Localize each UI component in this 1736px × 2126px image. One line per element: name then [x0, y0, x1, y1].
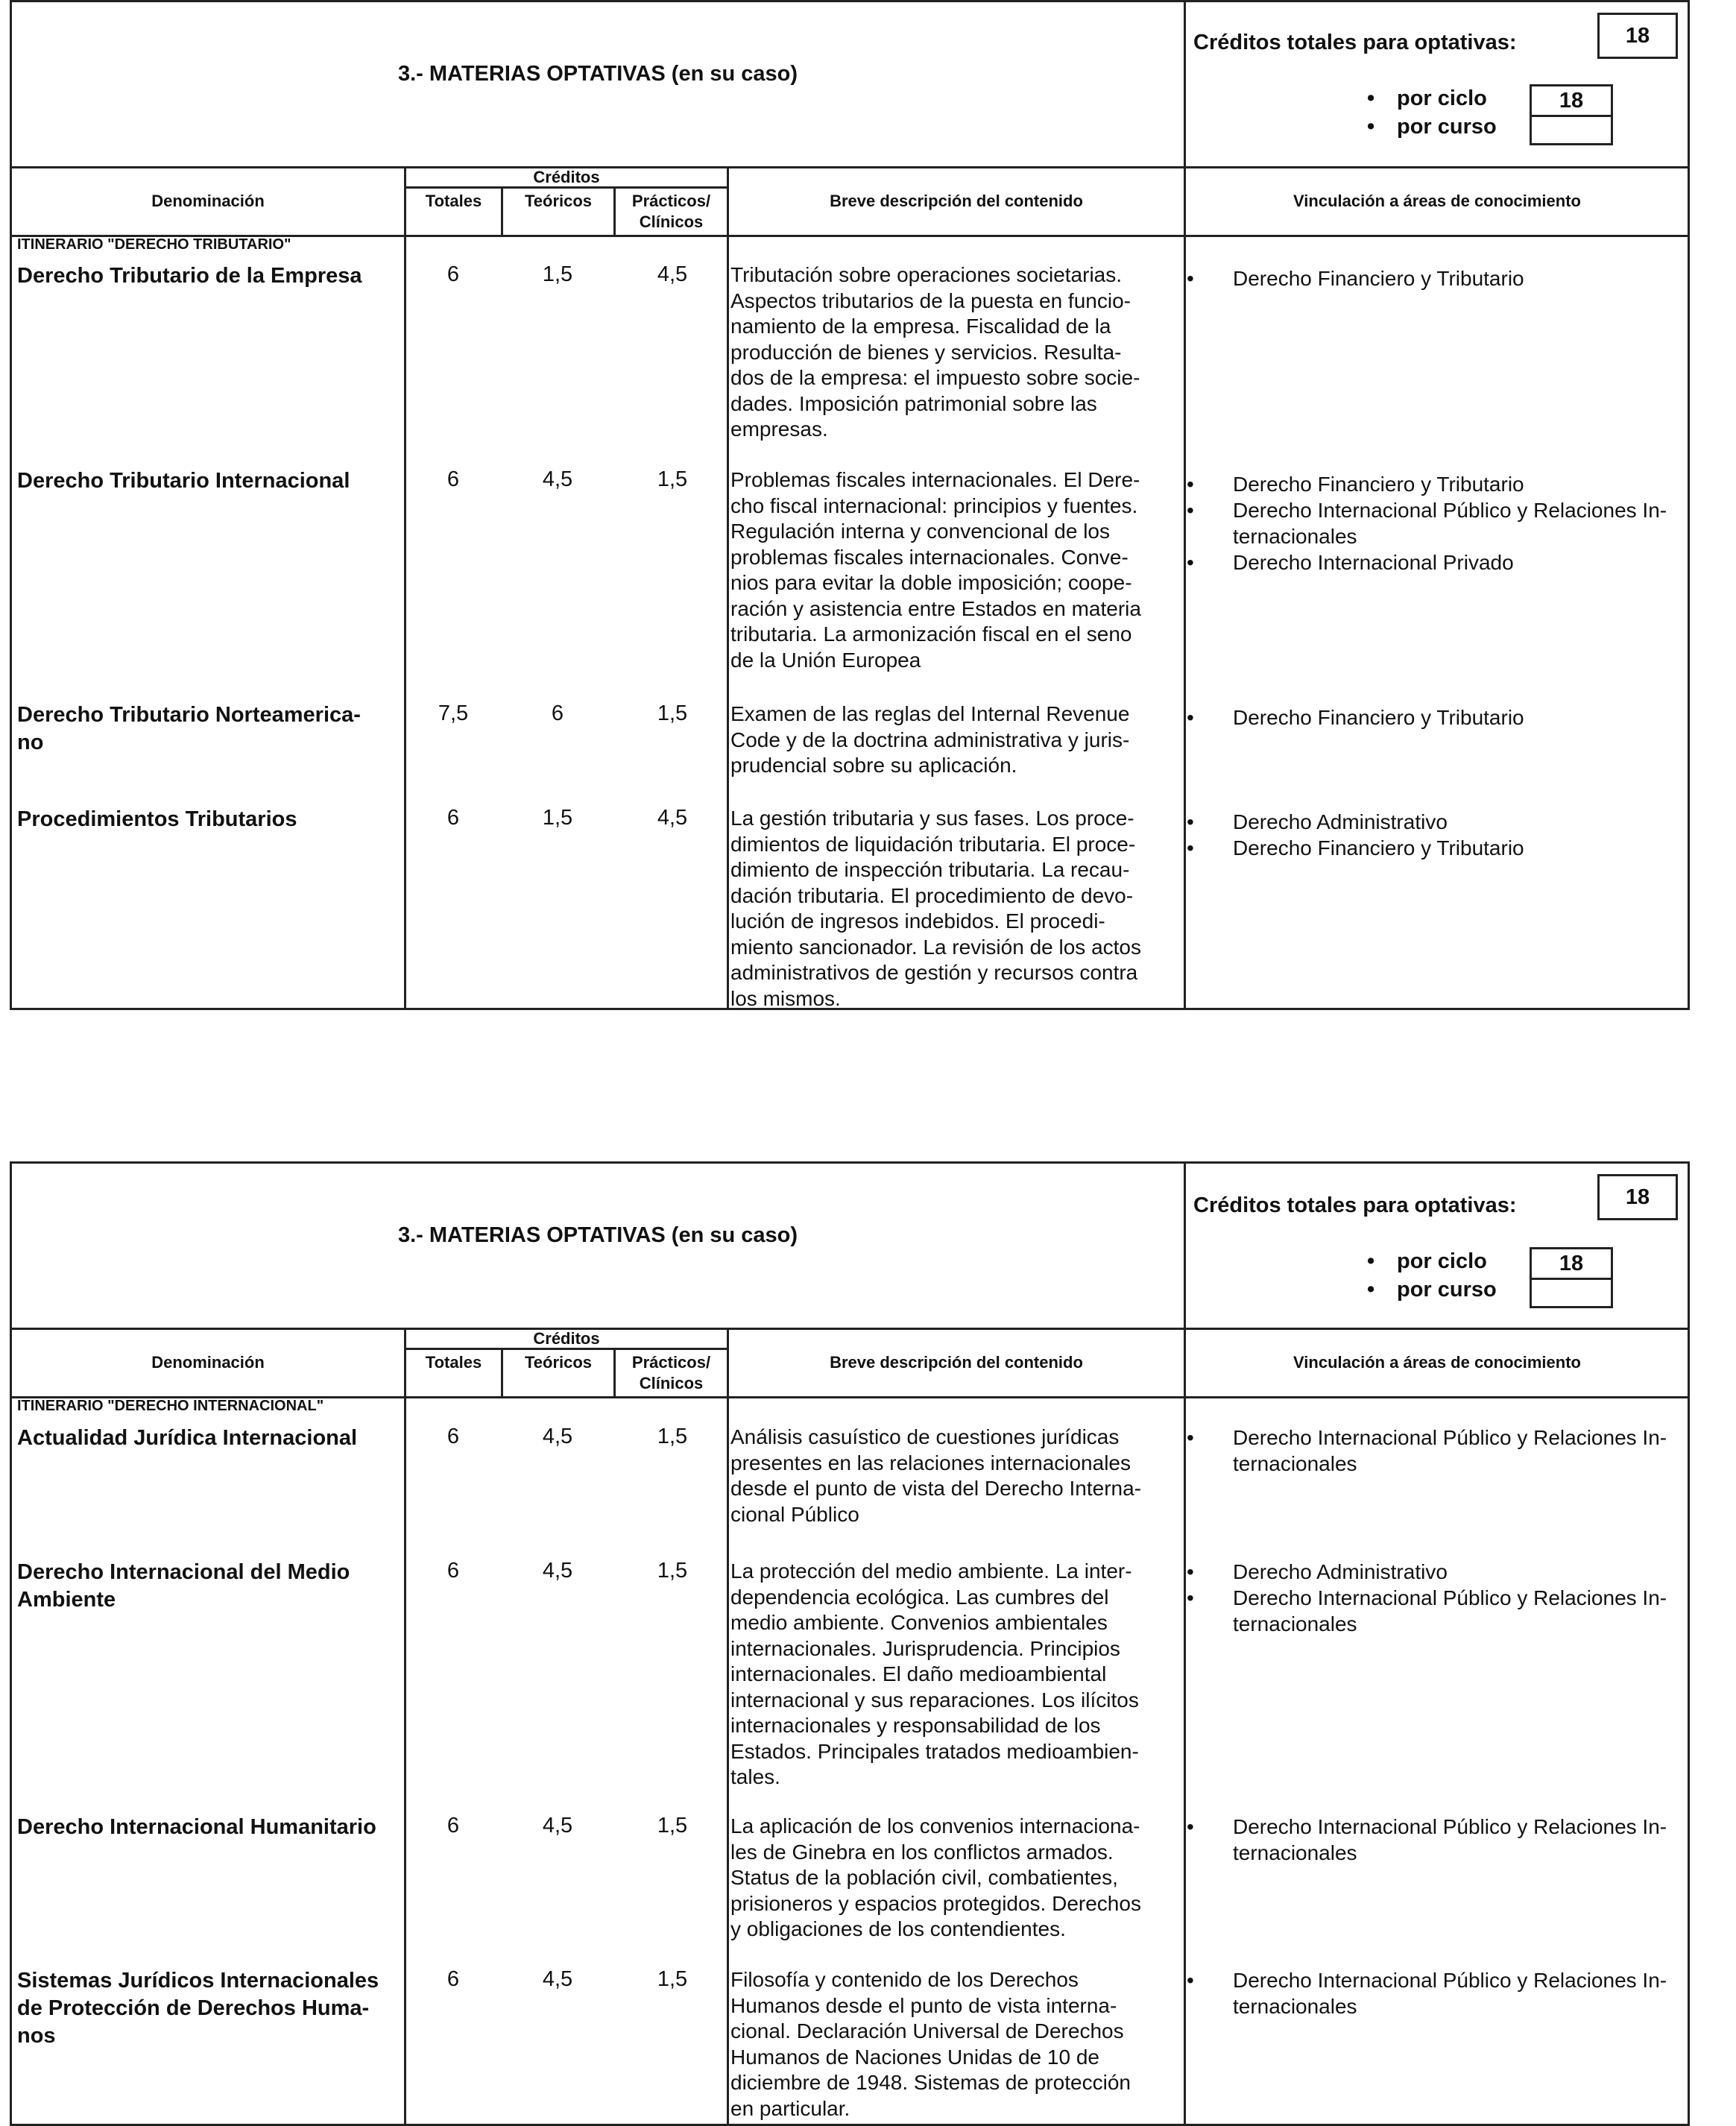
- subject-name: Derecho Tributario de la Empresa: [17, 264, 362, 288]
- desc-line: dos de la empresa: el impuesto sobre socie-: [730, 366, 1140, 389]
- col-totales: Totales: [425, 192, 482, 210]
- col-descripcion: Breve descripción del contenido: [830, 192, 1083, 210]
- vinculacion-item: • Derecho Financiero y Tributario: [1233, 704, 1680, 731]
- col-denominacion: Denominación: [151, 192, 265, 210]
- por-ciclo: [1367, 1249, 1487, 1274]
- bullet-icon: •: [1367, 1278, 1375, 1302]
- creditos-totales-value: 18: [1597, 1174, 1678, 1220]
- desc-line: administrativos de gestión y recursos contra: [730, 961, 1138, 984]
- desc-line: La gestión tributaria y sus fases. Los proce-: [730, 807, 1134, 830]
- desc-line: prudencial sobre su aplicación.: [730, 754, 1017, 777]
- ciclo-curso-box: [1530, 84, 1613, 145]
- col-clinicos: Clínicos: [639, 212, 704, 231]
- vinculacion: [1233, 1967, 1680, 2019]
- desc-line: Tributación sobre operaciones societarias.: [730, 263, 1123, 286]
- por-ciclo-label: por ciclo: [1397, 1249, 1487, 1273]
- desc-line: presentes en las relaciones internacionales: [730, 1451, 1131, 1474]
- vinculacion: [1233, 704, 1680, 731]
- desc-line: La aplicación de los convenios internaciona-: [730, 1814, 1140, 1838]
- por-ciclo: [1367, 86, 1487, 111]
- descripcion: [730, 1559, 1187, 1791]
- creditos-teoricos: 1,5: [542, 262, 573, 286]
- desc-line: dimientos de liquidación tributaria. El proce-: [730, 832, 1136, 856]
- optativas-table-tributario: [10, 0, 1690, 1010]
- vinculacion-item: • Derecho Financiero y Tributario: [1233, 835, 1680, 861]
- por-ciclo-value: 18: [1532, 86, 1611, 117]
- creditos-teoricos: 4,5: [542, 467, 573, 491]
- creditos-totales: 6: [446, 1967, 460, 1991]
- desc-line: internacionales y responsabilidad de los: [730, 1714, 1101, 1737]
- vinculacion-item: • Derecho Internacional Público y Relaciones In- ternacionales: [1233, 1425, 1680, 1477]
- creditos-totales: 6: [446, 262, 460, 286]
- desc-line: Examen de las reglas del Internal Revenue: [730, 702, 1130, 725]
- creditos-teoricos: 4,5: [542, 1967, 573, 1991]
- vinculacion-item: • Derecho Administrativo: [1233, 809, 1680, 835]
- creditos-totales: 6: [446, 467, 460, 491]
- col-vinculacion: Vinculación a áreas de conocimiento: [1293, 192, 1581, 210]
- vinculacion: [1233, 1559, 1680, 1637]
- desc-line: dependencia ecológica. Las cumbres del: [730, 1585, 1109, 1609]
- vinculacion-item: • Derecho Internacional Privado: [1233, 549, 1680, 575]
- col-clinicos: Clínicos: [639, 1374, 704, 1392]
- por-curso-label: por curso: [1397, 1278, 1497, 1302]
- section-title-cell: [12, 1164, 1186, 1328]
- desc-line: producción de bienes y servicios. Resulta-: [730, 340, 1122, 364]
- subject-name: Actualidad Jurídica Internacional: [17, 1426, 358, 1450]
- desc-line: tales.: [730, 1765, 780, 1788]
- por-ciclo-label: por ciclo: [1397, 86, 1487, 110]
- col-vinculacion: Vinculación a áreas de conocimiento: [1293, 1353, 1581, 1372]
- desc-line: Status de la población civil, combatientes,: [730, 1866, 1118, 1889]
- col-teoricos: Teóricos: [524, 1353, 593, 1372]
- subject-name: Sistemas Jurídicos Internacionales de Protección de Derechos Huma- nos: [17, 1969, 379, 2048]
- desc-line: diciembre de 1948. Sistemas de protección: [730, 2071, 1131, 2094]
- por-curso: [1367, 115, 1497, 139]
- creditos-totales: 6: [446, 1814, 460, 1838]
- col-teoricos: Teóricos: [524, 192, 593, 210]
- desc-line: Code y de la doctrina administrativa y juris-: [730, 728, 1130, 751]
- section-title: 3.- MATERIAS OPTATIVAS (en su caso): [397, 1223, 798, 1247]
- col-creditos: Créditos: [533, 1329, 600, 1348]
- creditos-practicos: 4,5: [657, 262, 688, 286]
- desc-line: Regulación interna y convencional de los: [730, 520, 1110, 543]
- desc-line: Aspectos tributarios de la puesta en funcio-: [730, 288, 1131, 312]
- bullet-icon: •: [1367, 1249, 1375, 1273]
- descripcion: [730, 806, 1187, 1012]
- creditos-totales-value: 18: [1597, 13, 1678, 59]
- desc-line: cional Público: [730, 1502, 859, 1526]
- creditos-totales: 6: [446, 1425, 460, 1448]
- desc-line: prisioneros y espacios protegidos. Derechos: [730, 1891, 1141, 1915]
- col-creditos: Créditos: [533, 168, 600, 186]
- vinculacion-item: • Derecho Internacional Público y Relaciones In- ternacionales: [1233, 497, 1680, 549]
- desc-line: de la Unión Europea: [730, 648, 921, 672]
- ciclo-curso-box: [1530, 1247, 1613, 1308]
- desc-line: lución de ingresos indebidos. El procedi-: [730, 909, 1105, 933]
- desc-line: empresas.: [730, 417, 828, 441]
- column-headers: [12, 1328, 1688, 1398]
- col-totales: Totales: [425, 1353, 482, 1372]
- creditos-practicos: 1,5: [657, 467, 688, 491]
- desc-line: Filosofía y contenido de los Derechos: [730, 1968, 1079, 1991]
- desc-line: nios para evitar la doble imposición; coope-: [730, 571, 1132, 594]
- vinculacion-item: • Derecho Administrativo: [1233, 1559, 1680, 1585]
- descripcion: [730, 1967, 1187, 2122]
- creditos-teoricos: 4,5: [542, 1559, 573, 1583]
- creditos-teoricos: 4,5: [542, 1425, 573, 1448]
- desc-line: Humanos de Naciones Unidas de 10 de: [730, 2045, 1099, 2069]
- subject-name: Derecho Tributario Internacional: [17, 469, 350, 493]
- creditos-totales-label: Créditos totales para optativas:: [1193, 31, 1517, 54]
- desc-line: Análisis casuístico de cuestiones jurídicas: [730, 1425, 1120, 1448]
- desc-line: cional. Declaración Universal de Derechos: [730, 2019, 1124, 2043]
- desc-line: La protección del medio ambiente. La inter-: [730, 1559, 1132, 1583]
- desc-line: namiento de la empresa. Fiscalidad de la: [730, 315, 1111, 338]
- creditos-totales: 7,5: [438, 701, 469, 725]
- descripcion: [730, 1814, 1187, 1943]
- subject-name: Derecho Tributario Norteamerica- no: [17, 703, 361, 754]
- desc-line: medio ambiente. Convenios ambientales: [730, 1611, 1108, 1634]
- col-denominacion: Denominación: [151, 1353, 265, 1372]
- subject-name: Derecho Internacional del Medio Ambiente: [17, 1560, 350, 1612]
- descripcion: [730, 467, 1187, 673]
- descripcion: [730, 262, 1187, 443]
- desc-line: internacional y sus reparaciones. Los ilícitos: [730, 1688, 1139, 1712]
- creditos-totales-cell: [1186, 2, 1688, 166]
- vinculacion-item: • Derecho Financiero y Tributario: [1233, 471, 1680, 497]
- creditos-teoricos: 1,5: [542, 806, 573, 830]
- column-headers: [12, 166, 1688, 237]
- bullet-icon: •: [1367, 86, 1375, 110]
- vinculacion-item: • Derecho Internacional Público y Relaciones In- ternacionales: [1233, 1814, 1680, 1866]
- section-title-cell: [12, 2, 1186, 166]
- descripcion: [730, 701, 1187, 779]
- subject-name: Procedimientos Tributarios: [17, 807, 297, 831]
- desc-line: tributaria. La armonización fiscal en el seno: [730, 622, 1132, 646]
- vinculacion-item: • Derecho Internacional Público y Relaciones In- ternacionales: [1233, 1967, 1680, 2019]
- desc-line: internacionales. El daño medioambiental: [730, 1662, 1107, 1685]
- desc-line: internacionales. Jurisprudencia. Principios: [730, 1636, 1120, 1660]
- vinculacion: [1233, 265, 1680, 291]
- desc-line: los mismos.: [730, 986, 841, 1010]
- table-header: [12, 1164, 1688, 1330]
- col-practicos: Prácticos/: [631, 192, 711, 210]
- creditos-teoricos: 4,5: [542, 1814, 573, 1838]
- itinerario-label: ITINERARIO "DERECHO TRIBUTARIO": [17, 236, 291, 253]
- vinculacion-item: • Derecho Financiero y Tributario: [1233, 265, 1680, 291]
- bullet-icon: •: [1367, 115, 1375, 139]
- por-curso: [1367, 1278, 1497, 1302]
- creditos-totales: 6: [446, 1559, 460, 1583]
- vinculacion: [1233, 471, 1680, 575]
- desc-line: dimiento de inspección tributaria. La recau-: [730, 858, 1130, 881]
- desc-line: miento sancionador. La revisión de los actos: [730, 935, 1141, 959]
- creditos-practicos: 1,5: [657, 1425, 688, 1448]
- desc-line: dación tributaria. El procedimiento de devo-: [730, 883, 1134, 907]
- descripcion: [730, 1425, 1187, 1527]
- itinerario-label: ITINERARIO "DERECHO INTERNACIONAL": [17, 1398, 324, 1414]
- desc-line: Estados. Principales tratados medioambien-: [730, 1739, 1139, 1763]
- desc-line: en particular.: [730, 2096, 850, 2120]
- table-header: [12, 2, 1688, 168]
- creditos-teoricos: 6: [551, 701, 564, 725]
- desc-line: Humanos desde el punto de vista interna-: [730, 1993, 1117, 2017]
- col-descripcion: Breve descripción del contenido: [830, 1353, 1083, 1372]
- creditos-totales: 6: [446, 806, 460, 830]
- creditos-practicos: 1,5: [657, 1967, 688, 1991]
- por-curso-label: por curso: [1397, 115, 1497, 139]
- vinculacion-item: • Derecho Internacional Público y Relaciones In- ternacionales: [1233, 1585, 1680, 1637]
- vinculacion: [1233, 1814, 1680, 1866]
- vinculacion: [1233, 1425, 1680, 1477]
- desc-line: y obligaciones de los contendientes.: [730, 1917, 1066, 1940]
- creditos-practicos: 1,5: [657, 701, 688, 725]
- vinculacion: [1233, 809, 1680, 861]
- section-title: 3.- MATERIAS OPTATIVAS (en su caso): [397, 62, 798, 86]
- desc-line: Problemas fiscales internacionales. El Dere-: [730, 468, 1140, 491]
- desc-line: les de Ginebra en los conflictos armados.: [730, 1840, 1114, 1864]
- por-ciclo-value: 18: [1532, 1249, 1611, 1280]
- creditos-practicos: 4,5: [657, 806, 688, 830]
- subject-name: Derecho Internacional Humanitario: [17, 1815, 376, 1839]
- optativas-table-internacional: [10, 1161, 1690, 2126]
- desc-line: dades. Imposición patrimonial sobre las: [730, 391, 1097, 415]
- desc-line: cho fiscal internacional: principios y fuentes.: [730, 493, 1138, 517]
- creditos-practicos: 1,5: [657, 1559, 688, 1583]
- desc-line: problemas fiscales internacionales. Conve-: [730, 545, 1129, 569]
- desc-line: ración y asistencia entre Estados en materia: [730, 596, 1141, 620]
- col-practicos: Prácticos/: [631, 1353, 711, 1372]
- creditos-totales-label: Créditos totales para optativas:: [1193, 1193, 1517, 1217]
- desc-line: desde el punto de vista del Derecho Interna-: [730, 1477, 1142, 1500]
- creditos-totales-cell: [1186, 1164, 1688, 1328]
- creditos-practicos: 1,5: [657, 1814, 688, 1838]
